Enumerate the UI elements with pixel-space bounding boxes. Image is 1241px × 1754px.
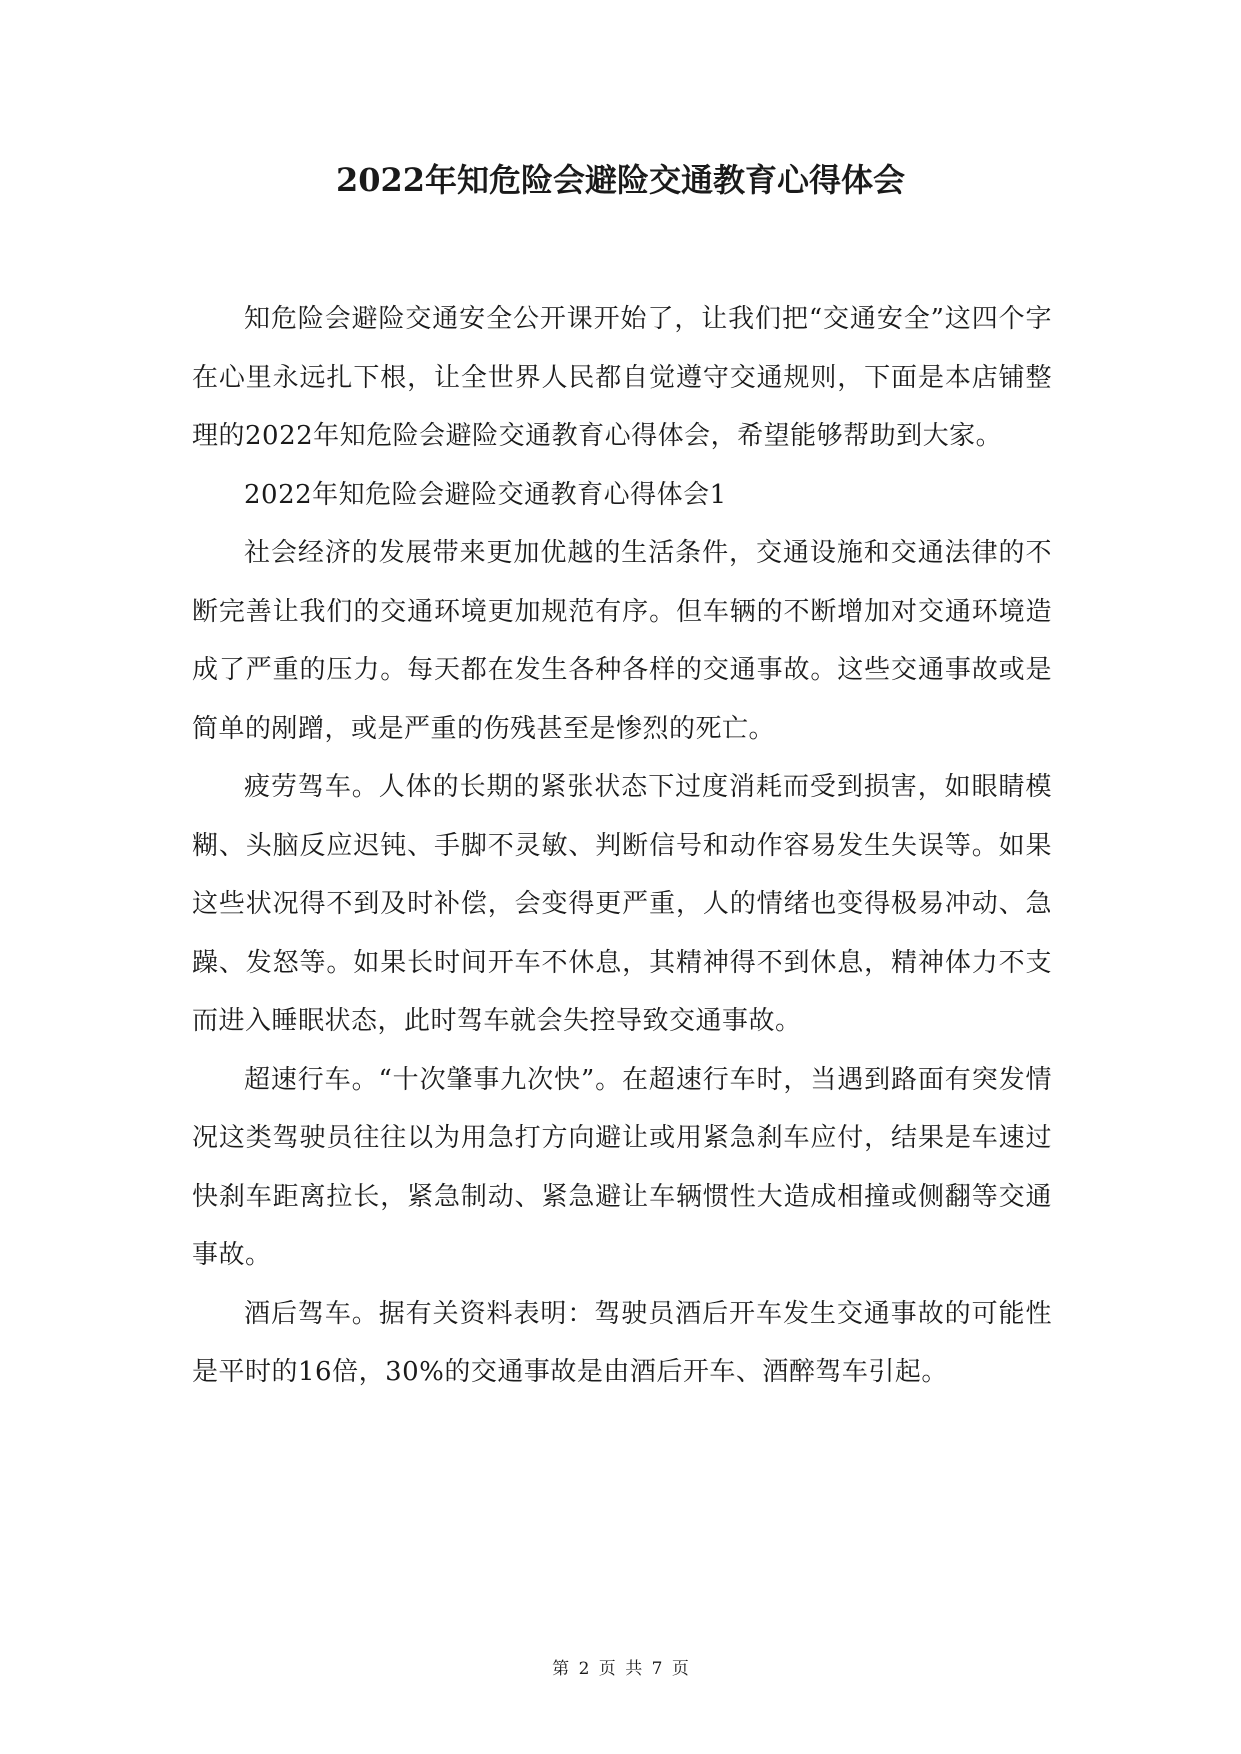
paragraph-section-heading: 2022年知危险会避险交通教育心得体会1 bbox=[244, 479, 727, 510]
document-title: 2022年知危险会避险交通教育心得体会 bbox=[335, 161, 906, 199]
page-number-footer: 第 2 页 共 7 页 bbox=[552, 1659, 689, 1679]
paragraph-fatigue-driving: 疲劳驾车。人体的长期的紧张状态下过度消耗而受到损害，如眼睛模糊、头脑反应迟钝、手脚不灵敏、判断信号和动作容易发生失误等。如果这些状况得不到及时补偿，会变得更严重，人的情绪也变得极易冲动、急躁、发怒等。如果长时间开车不休息，其精神得不到休息，精神体力不支而进入睡眠状态，此时驾车就会失控导致交通事故。 bbox=[192, 772, 1052, 1036]
paragraph-traffic-environment: 社会经济的发展带来更加优越的生活条件，交通设施和交通法律的不断完善让我们的交通环境更加规范有序。但车辆的不断增加对交通环境造成了严重的压力。每天都在发生各种各样的交通事故。这些交通事故或是简单的剐蹭，或是严重的伤残甚至是惨烈的死亡。 bbox=[192, 538, 1052, 744]
paragraph-intro: 知危险会避险交通安全公开课开始了，让我们把“交通安全”这四个字在心里永远扎下根，让全世界人民都自觉遵守交通规则，下面是本店铺整理的2022年知危险会避险交通教育心得体会，希望能够帮助到大家。 bbox=[192, 304, 1052, 451]
paragraph-speeding: 超速行车。“十次肇事九次快”。在超速行车时，当遇到路面有突发情况这类驾驶员往往以为用急打方向避让或用紧急刹车应付，结果是车速过快刹车距离拉长，紧急制动、紧急避让车辆惯性大造成相撞或侧翻等交通事故。 bbox=[192, 1064, 1052, 1270]
document-body bbox=[192, 290, 1052, 1402]
paragraph-drunk-driving: 酒后驾车。据有关资料表明：驾驶员酒后开车发生交通事故的可能性是平时的16倍，30%的交通事故是由酒后开车、酒醉驾车引起。 bbox=[192, 1298, 1052, 1387]
